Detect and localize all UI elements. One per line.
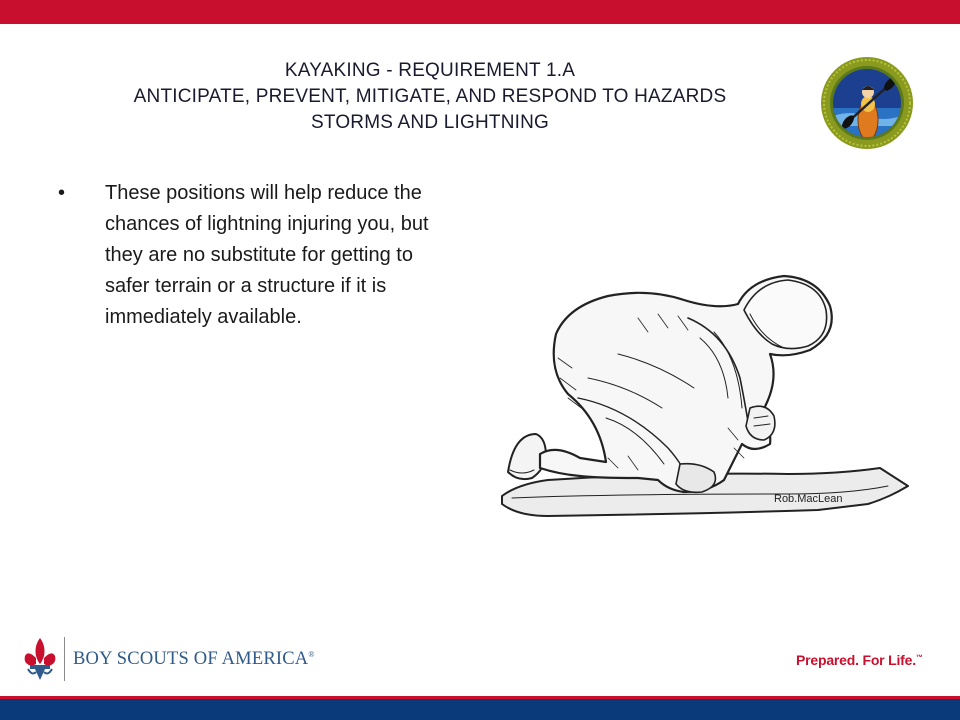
illustration-signature: Rob.MacLean bbox=[774, 493, 843, 505]
bottom-red-stripe bbox=[0, 696, 960, 699]
title-line-3: STORMS AND LIGHTNING bbox=[310, 112, 549, 133]
org-name: BOY SCOUTS OF AMERICA® bbox=[73, 648, 315, 669]
tagline: Prepared. For Life.™ bbox=[796, 652, 923, 668]
bsa-logo bbox=[22, 636, 315, 682]
logo-divider bbox=[64, 637, 65, 681]
slide-title bbox=[60, 58, 800, 136]
merit-badge-icon bbox=[820, 56, 914, 150]
title-line-2: ANTICIPATE, PREVENT, MITIGATE, AND RESPOND TO HAZARDS bbox=[133, 86, 727, 107]
title-line-1: KAYAKING - REQUIREMENT 1.A bbox=[284, 60, 576, 81]
top-accent-bar bbox=[0, 0, 960, 24]
bullet-text: These positions will help reduce the chances of lightning injuring you, but they are no substitute for getting to safer terrain or a structure if it is immediately available. bbox=[105, 182, 429, 328]
lightning-crouch-illustration bbox=[488, 258, 912, 524]
fleur-de-lis-icon bbox=[22, 636, 58, 682]
bullet-marker: • bbox=[58, 182, 66, 204]
bottom-accent-bar bbox=[0, 696, 960, 720]
